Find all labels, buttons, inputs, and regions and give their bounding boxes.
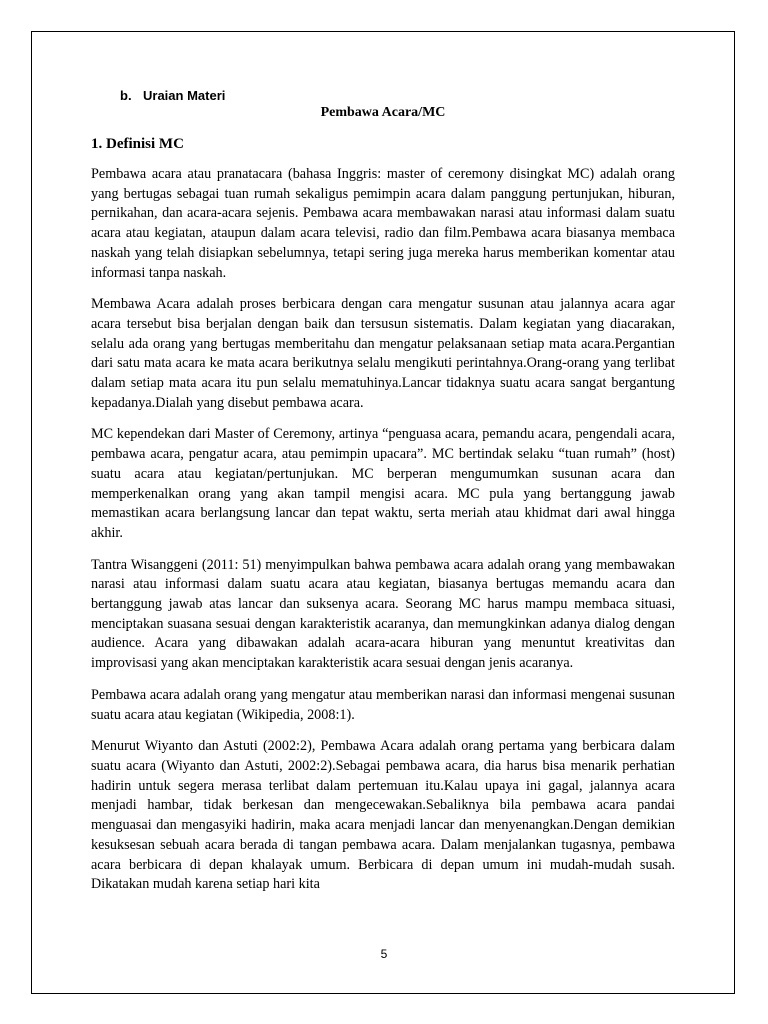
paragraph-list	[91, 165, 675, 907]
paragraph: Menurut Wiyanto dan Astuti (2002:2), Pembawa Acara adalah orang pertama yang berbicara dalam suatu acara (Wiyanto dan Astuti, 2002:2).Sebagai pembawa acara, dia harus bisa menarik perhatian hadirin untuk segera merasa terlibat dalam pertemuan itu.Kalau upaya ini gagal, jalannya acara menjadi hambar, tidak berkesan dan mengecewakan.Sebaliknya bila pembawa acara pandai menguasai dan mengasyiki hadirin, maka acara menjadi lancar dan menyenangkan.Dengan demikian kesuksesan sebuah acara berada di tangan pembawa acara. Dalam menjalankan tugasnya, pembawa acara berbicara di depan khalayak umum. Berbicara di depan umum ini mudah-mudah susah. Dikatakan mudah karena setiap hari kita	[91, 738, 675, 893]
paragraph: Pembawa acara atau pranatacara (bahasa Inggris: master of ceremony disingkat MC) adalah orang yang bertugas sebagai tuan rumah sekaligus pemimpin acara dalam panggung pertunjukan, hiburan, pernikahan, dan acara-acara sejenis. Pembawa acara membawakan narasi atau informasi dalam suatu acara atau kegiatan, ataupun dalam acara televisi, radio dan film.Pembawa acara biasanya membaca naskah yang telah disiapkan sebelumnya, tetapi sering juga mereka harus memberikan komentar atau informasi tanpa naskah.	[91, 166, 675, 281]
paragraph: Tantra Wisanggeni (2011: 51) menyimpulkan bahwa pembawa acara adalah orang yang membawakan narasi atau informasi dalam suatu acara atau kegiatan, biasanya bertugas memandu acara dan bertanggung jawab atas lancar dan suksenya acara. Seorang MC harus mampu membaca situasi, menciptakan suasana sesuai dengan karakteristik acaranya, dan memungkinkan adanya dialog dengan audience. Acara yang dibawakan adalah acara-acara hiburan yang menuntut kreativitas dan improvisasi yang akan menciptakan karakteristik acara sesuai dengan jenis acaranya.	[91, 556, 675, 672]
page-number: 5	[380, 947, 388, 961]
paragraph: Membawa Acara adalah proses berbicara dengan cara mengatur susunan atau jalannya acara agar acara tersebut bisa berjalan dengan baik dan tersusun sistematis. Dalam kegiatan yang diacarakan, selalu ada orang yang bertugas memberitahu dan mengatur pelaksanaan setiap mata acara.Pergantian dari satu mata acara ke mata acara berikutnya selalu mengikuti perintahnya.Orang-orang yang terlibat dalam setiap mata acara itu pun selalu mematuhinya.Lancar tidaknya suatu acara sangat bergantung kepadanya.Dialah yang disebut pembawa acara.	[91, 296, 675, 411]
paragraph: MC kependekan dari Master of Ceremony, artinya “penguasa acara, pemandu acara, pengendali acara, pembawa acara, pengatur acara, atau pemimpin upacara”. MC bertindak selaku “tuan rumah” (host) suatu acara atau kegiatan/pertunjukan. MC berperan mengumumkan susunan acara dan memperkenalkan orang yang akan tampil mengisi acara. MC pula yang bertanggung jawab memastikan acara berlangsung lancar dan tepat waktu, serta meriah atau khidmat dari awal hingga akhir.	[91, 426, 675, 541]
paragraph: Pembawa acara adalah orang yang mengatur atau memberikan narasi dan informasi mengenai susunan suatu acara atau kegiatan (Wikipedia, 2008:1).	[91, 686, 675, 723]
page-title: Pembawa Acara/MC	[320, 105, 446, 120]
subheading	[120, 88, 225, 103]
subheading-text: Uraian Materi	[143, 88, 226, 103]
subheading-label: b.	[120, 88, 132, 103]
section-heading: 1. Definisi MC	[91, 136, 184, 152]
